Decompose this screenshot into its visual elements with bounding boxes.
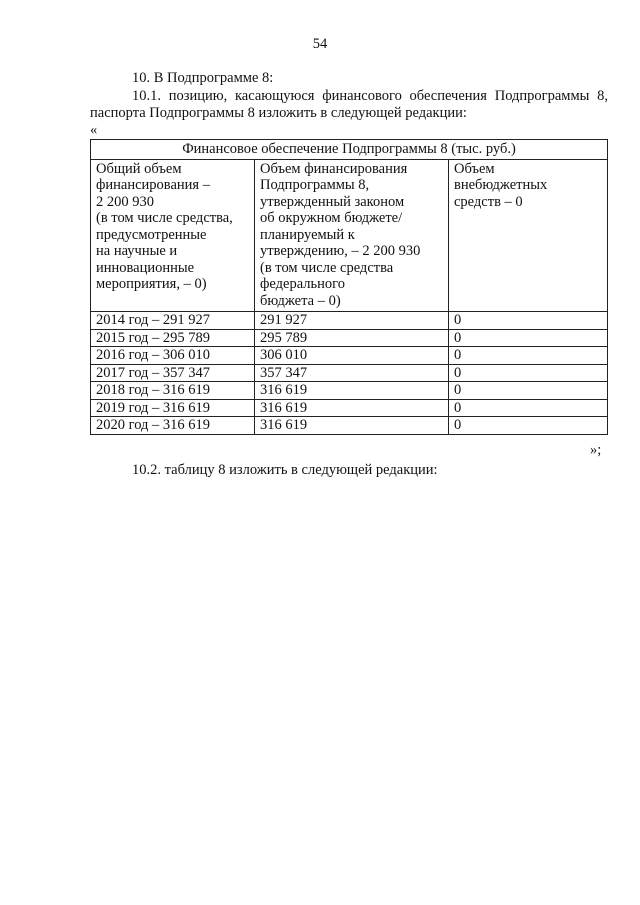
cell-budget-amount: 316 619	[255, 417, 449, 435]
cell-extra-amount: 0	[449, 364, 608, 382]
cell-budget-amount: 291 927	[255, 312, 449, 330]
table-row	[91, 417, 608, 435]
header-total-financing: Общий объем финансирования – 2 200 930 (в том числе средства, предусмотренные на научные и инновационные мероприятия, – 0)	[91, 159, 255, 312]
cell-year-total: 2019 год – 316 619	[91, 399, 255, 417]
table-row	[91, 329, 608, 347]
cell-extra-amount: 0	[449, 329, 608, 347]
table-header-row	[91, 159, 608, 312]
section-heading: 10. В Подпрограмме 8:	[132, 70, 274, 86]
cell-year-total: 2014 год – 291 927	[91, 312, 255, 330]
cell-year-total: 2017 год – 357 347	[91, 364, 255, 382]
header-budget-financing: Объем финансирования Подпрограммы 8, утвержденный законом об окружном бюджете/ планируемый к утверждению, – 2 200 930 (в том числе средства федерального бюджета – 0)	[255, 159, 449, 312]
paragraph-10-1: 10.1. позицию, касающуюся финансового обеспечения Подпрограммы 8, паспорта Подпрограммы 8 изложить в следующей редакции:	[90, 88, 608, 121]
table-row	[91, 347, 608, 365]
cell-year-total: 2020 год – 316 619	[91, 417, 255, 435]
table-row	[91, 382, 608, 400]
cell-year-total: 2018 год – 316 619	[91, 382, 255, 400]
opening-quote: «	[90, 122, 98, 138]
cell-extra-amount: 0	[449, 417, 608, 435]
cell-budget-amount: 316 619	[255, 382, 449, 400]
cell-extra-amount: 0	[449, 399, 608, 417]
table-row	[91, 312, 608, 330]
cell-year-total: 2016 год – 306 010	[91, 347, 255, 365]
financing-table	[90, 139, 608, 435]
cell-budget-amount: 316 619	[255, 399, 449, 417]
table-row	[91, 364, 608, 382]
table-title-row	[91, 140, 608, 160]
page-number: 54	[312, 36, 328, 52]
cell-budget-amount: 295 789	[255, 329, 449, 347]
paragraph-10-2: 10.2. таблицу 8 изложить в следующей редакции:	[132, 462, 438, 478]
cell-budget-amount: 357 347	[255, 364, 449, 382]
cell-budget-amount: 306 010	[255, 347, 449, 365]
closing-quote: »;	[590, 442, 602, 458]
cell-extra-amount: 0	[449, 382, 608, 400]
cell-extra-amount: 0	[449, 312, 608, 330]
table-title: Финансовое обеспечение Подпрограммы 8 (тыс. руб.)	[91, 140, 608, 160]
cell-extra-amount: 0	[449, 347, 608, 365]
header-extra-budget: Объем внебюджетных средств – 0	[449, 159, 608, 312]
table-row	[91, 399, 608, 417]
cell-year-total: 2015 год – 295 789	[91, 329, 255, 347]
